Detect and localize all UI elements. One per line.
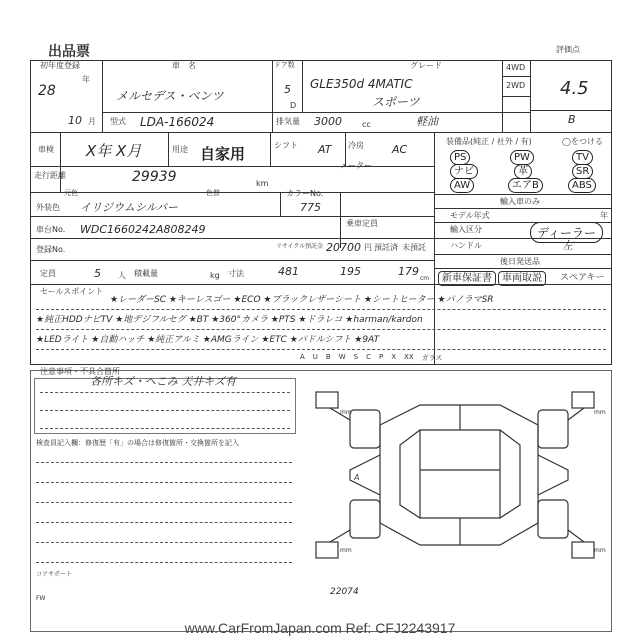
equipment-airbag: エアB	[508, 178, 543, 193]
capacity-label: 定員	[40, 269, 56, 278]
dimensions-unit: cm	[420, 275, 430, 282]
recycle-paid: 預託済	[374, 243, 398, 252]
color-change-label: 色替	[206, 189, 220, 197]
dimension-width: 195	[340, 265, 361, 278]
mileage-value: 29939	[132, 169, 177, 185]
legend-code-b: B	[325, 353, 331, 361]
recycle-label: リサイクル預託金	[276, 243, 324, 250]
year-unit: 年	[82, 75, 90, 84]
import-type-label: 輸入区分	[450, 225, 482, 234]
registration-label: 登録No.	[36, 245, 66, 254]
core-support-label: コアサポート	[36, 571, 73, 578]
legend-code-x: X	[391, 353, 397, 361]
legend-code-s: S	[353, 353, 359, 361]
month-unit: 月	[88, 117, 96, 126]
model-year-label: モデル年式	[450, 211, 490, 220]
equipment-aw: AW	[450, 178, 474, 193]
repair-note-label: 検査員記入欄：修復歴「有」の場合は修復箇所・交換箇所を記入	[36, 439, 239, 447]
diagram-stamp-number: 22074	[330, 587, 359, 597]
equipment-legend: ◯をつける	[562, 137, 603, 146]
ac-label: 冷房	[348, 141, 364, 150]
original-color-label: 元色	[64, 189, 78, 197]
displacement-value: 3000	[314, 115, 342, 128]
dimension-length: 481	[278, 265, 299, 278]
exterior-color-value: イリジウムシルバー	[80, 201, 178, 214]
meter-label: メーター	[340, 161, 372, 170]
usage-label: 用途	[172, 145, 188, 154]
door-count-label: ドア数	[274, 61, 295, 69]
ac-value: AC	[392, 143, 408, 156]
evaluation-interior: B	[568, 113, 576, 126]
dimension-height: 179	[398, 265, 419, 278]
delivery-warranty: 新車保証書	[438, 271, 496, 286]
displacement-unit: cc	[362, 120, 371, 129]
sales-points-line3: ★LEDライト ★自動ハッチ ★純正アルミ ★AMGライン ★ETC ★パドルシフト ★9AT	[36, 335, 380, 345]
grade-label: グレード	[410, 61, 442, 70]
damage-legend	[300, 353, 442, 363]
mileage-label: 走行距離	[34, 171, 66, 180]
diagram-mm-label-3: mm	[594, 409, 606, 416]
chassis-label: 車台No.	[36, 225, 66, 234]
sales-points-label: セールスポイント	[40, 287, 104, 296]
import-type-value: ディーラー	[530, 222, 603, 243]
color-number-label: カラーNo.	[286, 189, 324, 198]
legend-code-xx: XX	[404, 353, 414, 361]
model-code-value: LDA-166024	[140, 115, 215, 129]
equipment-pw: PW	[510, 150, 534, 165]
displacement-label: 排気量	[276, 117, 300, 126]
diagram-mm-label-2: mm	[340, 547, 352, 554]
evaluation-label: 評価点	[556, 45, 580, 54]
model-code-label: 型式	[110, 117, 126, 126]
equipment-leather: 革	[514, 164, 532, 179]
car-name-label: 車 名	[172, 61, 196, 70]
recycle-unpaid: 未預託	[402, 243, 426, 252]
legend-glass-label: ガラス	[421, 354, 443, 362]
first-registration-label: 初年度登録	[40, 61, 80, 70]
equipment-sunroof: SR	[572, 164, 593, 179]
delivery-label: 後日発送品	[500, 257, 540, 266]
fw-label: FW	[36, 595, 46, 602]
seating-capacity-label: 乗車定員	[346, 219, 378, 228]
door-count-value: 5	[284, 83, 291, 96]
first-registration-month: 10	[68, 114, 82, 127]
mileage-unit: km	[256, 179, 269, 188]
handle-label: ハンドル	[450, 241, 482, 250]
evaluation-score: 4.5	[560, 78, 589, 99]
dimensions-label: 寸法	[228, 269, 244, 278]
inspection-value: X年 X月	[86, 142, 142, 160]
capacity-unit: 人	[118, 271, 126, 280]
notes-label: 注意事項・不具合箇所	[40, 367, 120, 376]
shift-value: AT	[318, 143, 332, 156]
grade-value-line2: スポーツ	[372, 95, 420, 109]
color-number-value: 775	[300, 201, 321, 214]
legend-code-w: W	[338, 353, 346, 361]
sales-points-line2: ★純正HDDナビTV ★地デジフルセグ ★BT ★360°カメラ ★PTS ★ドラレコ ★harman/kardon	[36, 315, 423, 325]
import-label: 輸入車のみ	[500, 197, 540, 206]
form-title: 出品票	[48, 44, 90, 60]
svg-text:A: A	[354, 473, 360, 482]
legend-code-c: C	[366, 353, 371, 361]
equipment-abs: ABS	[568, 178, 596, 193]
recycle-unit: 円	[364, 243, 372, 252]
legend-code-a: A	[300, 353, 305, 361]
sales-points-line1: ★レーダーSC ★キーレスゴー ★ECO ★ブラックレザーシート ★シートヒーター ★パノラマSR	[110, 295, 494, 305]
car-name-value: メルセデス・ベンツ	[116, 89, 224, 103]
fuel-type: 軽油	[416, 115, 438, 128]
capacity-value: 5	[94, 267, 101, 280]
usage-value: 自家用	[200, 145, 246, 163]
inspection-label: 車検	[38, 145, 54, 154]
model-year-unit: 年	[600, 211, 608, 220]
diagram-mm-label-1: mm	[340, 409, 352, 416]
equipment-navi: ナビ	[450, 164, 478, 179]
equipment-ps: PS	[450, 150, 470, 165]
equipment-tv: TV	[572, 150, 593, 165]
exterior-color-label: 外装色	[36, 203, 60, 212]
diagram-mm-label-4: mm	[594, 547, 606, 554]
handle-value: 左	[562, 239, 573, 252]
chassis-value: WDC1660242A808249	[80, 223, 206, 236]
grade-value-line1: GLE350d 4MATIC	[310, 77, 413, 91]
footer-watermark: www.CarFromJapan.com Ref: CFJ2243917	[184, 620, 456, 636]
delivery-spare-key: スペアキー	[560, 273, 605, 283]
load-unit: kg	[210, 271, 220, 280]
first-registration-year: 28	[38, 83, 56, 99]
load-label: 積載量	[134, 269, 158, 278]
drive-4wd-label: 4WD	[506, 63, 526, 72]
shift-label: シフト	[274, 141, 298, 150]
notes-line1: 各所キズ・へこみ 天井キズ有	[90, 375, 237, 388]
door-unit: D	[290, 101, 297, 110]
drive-2wd-label: 2WD	[506, 81, 526, 90]
recycle-value: 20700	[326, 241, 361, 254]
legend-code-u: U	[312, 353, 318, 361]
legend-code-p: P	[379, 353, 384, 361]
delivery-manual: 車両取説	[498, 271, 546, 286]
equipment-label: 装備品(純正 / 社外 / 有)	[446, 137, 532, 146]
